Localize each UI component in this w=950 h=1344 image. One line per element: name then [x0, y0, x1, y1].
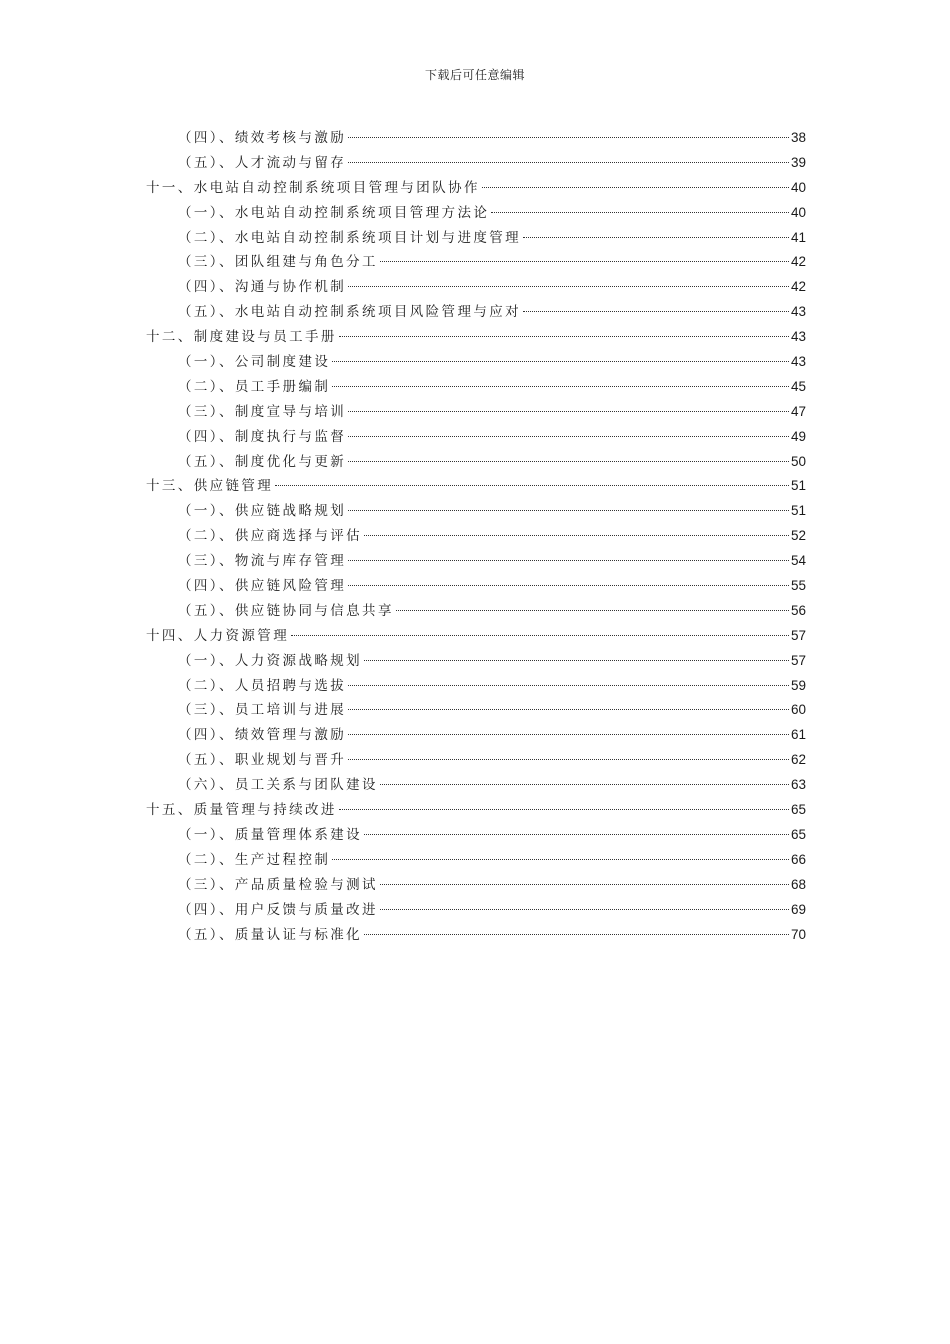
page-header: 下载后可任意编辑 [424, 68, 525, 82]
toc-dot-leader [523, 311, 789, 312]
toc-entry-title: 十四、人力资源管理 [146, 627, 290, 644]
toc-page-number: 55 [790, 578, 806, 594]
toc-dot-leader [380, 884, 789, 885]
toc-section-entry[interactable] [146, 698, 806, 723]
toc-dot-leader [339, 336, 789, 337]
toc-dot-leader [380, 261, 789, 262]
toc-dot-leader [348, 411, 789, 412]
toc-section-entry[interactable] [146, 201, 806, 226]
toc-dot-leader [332, 386, 789, 387]
toc-dot-leader [348, 286, 789, 287]
toc-section-entry[interactable] [146, 151, 806, 176]
toc-dot-leader [482, 187, 789, 188]
toc-entry-title: （四）、绩效管理与激励 [178, 727, 347, 744]
toc-section-entry[interactable] [146, 574, 806, 599]
toc-section-entry[interactable] [146, 898, 806, 923]
toc-dot-leader [491, 212, 789, 213]
toc-page-number: 65 [790, 826, 806, 842]
toc-section-entry[interactable] [146, 275, 806, 300]
toc-entry-title: （一）、质量管理体系建设 [178, 826, 363, 843]
toc-section-entry[interactable] [146, 773, 806, 798]
toc-page-number: 59 [790, 677, 806, 693]
toc-dot-leader [332, 361, 789, 362]
toc-page-number: 66 [790, 851, 806, 867]
toc-entry-title: （六）、员工关系与团队建设 [178, 777, 378, 794]
toc-page-number: 42 [790, 254, 806, 270]
toc-section-entry[interactable] [146, 873, 806, 898]
toc-section-entry[interactable] [146, 723, 806, 748]
toc-page-number: 65 [790, 802, 806, 818]
toc-entry-title: （三）、员工培训与进展 [178, 702, 347, 719]
toc-entry-title: 十三、供应链管理 [146, 478, 274, 495]
table-of-contents [146, 126, 806, 947]
toc-page-number: 56 [790, 602, 806, 618]
toc-page-number: 70 [790, 926, 806, 942]
toc-section-entry[interactable] [146, 748, 806, 773]
toc-section-entry[interactable] [146, 350, 806, 375]
toc-entry-title: （一）、供应链战略规划 [178, 503, 347, 520]
toc-page-number: 42 [790, 279, 806, 295]
toc-entry-title: （五）、职业规划与晋升 [178, 752, 347, 769]
toc-page-number: 51 [790, 478, 806, 494]
toc-dot-leader [348, 436, 789, 437]
toc-section-entry[interactable] [146, 823, 806, 848]
toc-entry-title: 十二、制度建设与员工手册 [146, 329, 337, 346]
toc-section-entry[interactable] [146, 649, 806, 674]
toc-page-number: 43 [790, 304, 806, 320]
toc-page-number: 54 [790, 553, 806, 569]
toc-page-number: 43 [790, 354, 806, 370]
toc-dot-leader [348, 137, 789, 138]
toc-section-entry[interactable] [146, 126, 806, 151]
toc-page-number: 41 [790, 229, 806, 245]
toc-dot-leader [348, 560, 789, 561]
toc-page-number: 69 [790, 901, 806, 917]
toc-page-number: 47 [790, 403, 806, 419]
toc-section-entry[interactable] [146, 375, 806, 400]
toc-page-number: 51 [790, 503, 806, 519]
toc-section-entry[interactable] [146, 524, 806, 549]
toc-dot-leader [364, 834, 789, 835]
toc-section-entry[interactable] [146, 226, 806, 251]
toc-section-entry[interactable] [146, 674, 806, 699]
toc-entry-title: （三）、物流与库存管理 [178, 553, 347, 570]
toc-entry-title: 十一、水电站自动控制系统项目管理与团队协作 [146, 179, 480, 196]
toc-entry-title: （四）、供应链风险管理 [178, 578, 347, 595]
toc-entry-title: （二）、员工手册编制 [178, 378, 331, 395]
toc-page-number: 57 [790, 652, 806, 668]
toc-section-entry[interactable] [146, 250, 806, 275]
toc-dot-leader [348, 461, 789, 462]
toc-entry-title: （五）、人才流动与留存 [178, 154, 347, 171]
toc-entry-title: （四）、沟通与协作机制 [178, 279, 347, 296]
toc-dot-leader [348, 162, 789, 163]
toc-page-number: 57 [790, 627, 806, 643]
toc-page-number: 40 [790, 179, 806, 195]
toc-entry-title: （二）、生产过程控制 [178, 851, 331, 868]
toc-section-entry[interactable] [146, 425, 806, 450]
toc-page-number: 39 [790, 154, 806, 170]
toc-chapter-entry[interactable] [146, 325, 806, 350]
toc-chapter-entry[interactable] [146, 474, 806, 499]
toc-entry-title: （四）、用户反馈与质量改进 [178, 901, 378, 918]
toc-page-number: 45 [790, 378, 806, 394]
toc-page-number: 60 [790, 702, 806, 718]
toc-dot-leader [332, 859, 789, 860]
toc-dot-leader [364, 660, 789, 661]
toc-section-entry[interactable] [146, 450, 806, 475]
toc-dot-leader [275, 485, 789, 486]
toc-dot-leader [380, 784, 789, 785]
toc-section-entry[interactable] [146, 300, 806, 325]
toc-page-number: 50 [790, 453, 806, 469]
toc-page-number: 49 [790, 428, 806, 444]
toc-chapter-entry[interactable] [146, 176, 806, 201]
toc-section-entry[interactable] [146, 599, 806, 624]
toc-dot-leader [348, 709, 789, 710]
toc-dot-leader [348, 759, 789, 760]
toc-section-entry[interactable] [146, 400, 806, 425]
toc-page-number: 62 [790, 752, 806, 768]
toc-dot-leader [523, 237, 789, 238]
toc-entry-title: （二）、供应商选择与评估 [178, 528, 363, 545]
toc-page-number: 68 [790, 876, 806, 892]
toc-page-number: 52 [790, 528, 806, 544]
toc-dot-leader [339, 809, 789, 810]
toc-page-number: 63 [790, 777, 806, 793]
toc-entry-title: （五）、制度优化与更新 [178, 453, 347, 470]
toc-entry-title: （四）、制度执行与监督 [178, 428, 347, 445]
toc-dot-leader [348, 510, 789, 511]
toc-entry-title: （三）、制度宣导与培训 [178, 403, 347, 420]
toc-entry-title: （五）、供应链协同与信息共享 [178, 602, 394, 619]
toc-entry-title: （一）、人力资源战略规划 [178, 652, 363, 669]
toc-dot-leader [364, 535, 789, 536]
toc-page-number: 40 [790, 204, 806, 220]
toc-dot-leader [364, 934, 789, 935]
toc-dot-leader [348, 685, 789, 686]
toc-entry-title: （一）、公司制度建设 [178, 354, 331, 371]
toc-entry-title: （二）、水电站自动控制系统项目计划与进度管理 [178, 229, 522, 246]
toc-page-number: 61 [790, 727, 806, 743]
toc-entry-title: 十五、质量管理与持续改进 [146, 802, 337, 819]
toc-entry-title: （三）、团队组建与角色分工 [178, 254, 378, 271]
toc-section-entry[interactable] [146, 499, 806, 524]
toc-entry-title: （五）、质量认证与标准化 [178, 926, 363, 943]
toc-chapter-entry[interactable] [146, 798, 806, 823]
toc-dot-leader [380, 909, 789, 910]
toc-entry-title: （四）、绩效考核与激励 [178, 130, 347, 146]
toc-section-entry[interactable] [146, 549, 806, 574]
toc-entry-title: （五）、水电站自动控制系统项目风险管理与应对 [178, 304, 522, 321]
toc-dot-leader [396, 610, 789, 611]
toc-section-entry[interactable] [146, 848, 806, 873]
toc-chapter-entry[interactable] [146, 624, 806, 649]
toc-entry-title: （一）、水电站自动控制系统项目管理方法论 [178, 204, 490, 221]
toc-page-number: 43 [790, 329, 806, 345]
toc-dot-leader [348, 585, 789, 586]
toc-dot-leader [348, 734, 789, 735]
toc-dot-leader [291, 635, 789, 636]
toc-entry-title: （三）、产品质量检验与测试 [178, 876, 378, 893]
toc-section-entry[interactable] [146, 923, 806, 948]
toc-entry-title: （二）、人员招聘与选拔 [178, 677, 347, 694]
toc-page-number: 38 [790, 130, 806, 145]
